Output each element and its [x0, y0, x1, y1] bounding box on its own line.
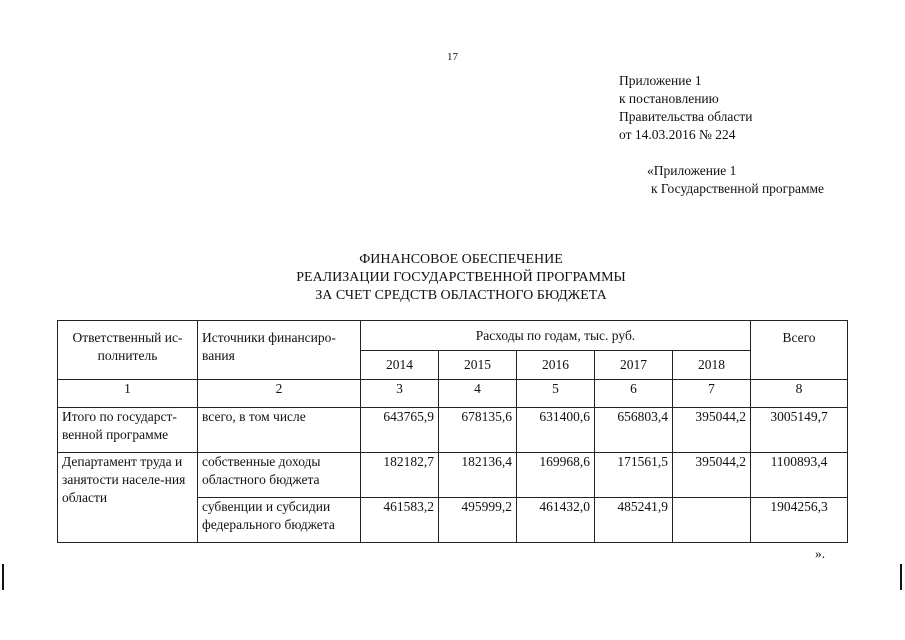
quoted-appendix-line: к Государственной программе [651, 181, 825, 196]
table-header-row [58, 321, 848, 351]
total-cell: 1100893,4 [751, 453, 848, 498]
header-year: 2014 [361, 351, 439, 380]
source-cell: всего, в том числе [198, 408, 361, 453]
value-cell: 171561,5 [595, 453, 673, 498]
header-total: Всего [751, 321, 848, 380]
header-year: 2016 [517, 351, 595, 380]
appendix-line: Приложение 1 [619, 73, 702, 88]
column-number: 8 [751, 380, 848, 408]
column-number-row [58, 380, 848, 408]
column-number: 4 [439, 380, 517, 408]
appendix-line: Правительства области [619, 109, 753, 124]
title-line: РЕАЛИЗАЦИИ ГОСУДАРСТВЕННОЙ ПРОГРАММЫ [296, 270, 626, 285]
table-row [58, 408, 848, 453]
value-cell: 182136,4 [439, 453, 517, 498]
title-line: ЗА СЧЕТ СРЕДСТВ ОБЛАСТНОГО БЮДЖЕТА [315, 288, 607, 303]
total-cell: 1904256,3 [751, 498, 848, 543]
column-number: 2 [198, 380, 361, 408]
scan-margin-mark-left [2, 564, 4, 590]
executor-cell: Итого по государст-венной программе [58, 408, 198, 453]
column-number: 6 [595, 380, 673, 408]
value-cell: 182182,7 [361, 453, 439, 498]
column-number: 5 [517, 380, 595, 408]
value-cell: 461432,0 [517, 498, 595, 543]
header-expenses-by-year: Расходы по годам, тыс. руб. [361, 321, 751, 351]
value-cell: 631400,6 [517, 408, 595, 453]
quoted-appendix-line: «Приложение 1 [647, 163, 737, 178]
column-number: 1 [58, 380, 198, 408]
appendix-block [619, 72, 752, 144]
value-cell: 643765,9 [361, 408, 439, 453]
header-year: 2015 [439, 351, 517, 380]
value-cell: 461583,2 [361, 498, 439, 543]
column-number: 3 [361, 380, 439, 408]
total-cell: 3005149,7 [751, 408, 848, 453]
document-title [0, 251, 905, 305]
page-number: 17 [447, 51, 458, 63]
header-year: 2017 [595, 351, 673, 380]
appendix-line: к постановлению [619, 91, 719, 106]
value-cell: 395044,2 [673, 408, 751, 453]
quoted-appendix-block [647, 162, 824, 198]
source-cell: субвенции и субсидии федерального бюджета [198, 498, 361, 543]
header-source: Источники финансиро-вания [198, 321, 361, 380]
value-cell: 169968,6 [517, 453, 595, 498]
source-cell: собственные доходы областного бюджета [198, 453, 361, 498]
header-year: 2018 [673, 351, 751, 380]
appendix-line: от 14.03.2016 № 224 [619, 127, 736, 142]
header-executor: Ответственный ис-полнитель [58, 321, 198, 380]
executor-cell: Департамент труда и занятости населе-ния области [58, 453, 198, 543]
value-cell: 495999,2 [439, 498, 517, 543]
value-cell: 656803,4 [595, 408, 673, 453]
closing-quote-mark: ». [815, 546, 826, 561]
table-row [58, 453, 848, 498]
column-number: 7 [673, 380, 751, 408]
value-cell: 395044,2 [673, 453, 751, 498]
title-line: ФИНАНСОВОЕ ОБЕСПЕЧЕНИЕ [359, 252, 563, 267]
scan-margin-mark-right [900, 564, 902, 590]
value-cell: 678135,6 [439, 408, 517, 453]
financing-table [57, 320, 848, 543]
value-cell: 485241,9 [595, 498, 673, 543]
value-cell [673, 498, 751, 543]
